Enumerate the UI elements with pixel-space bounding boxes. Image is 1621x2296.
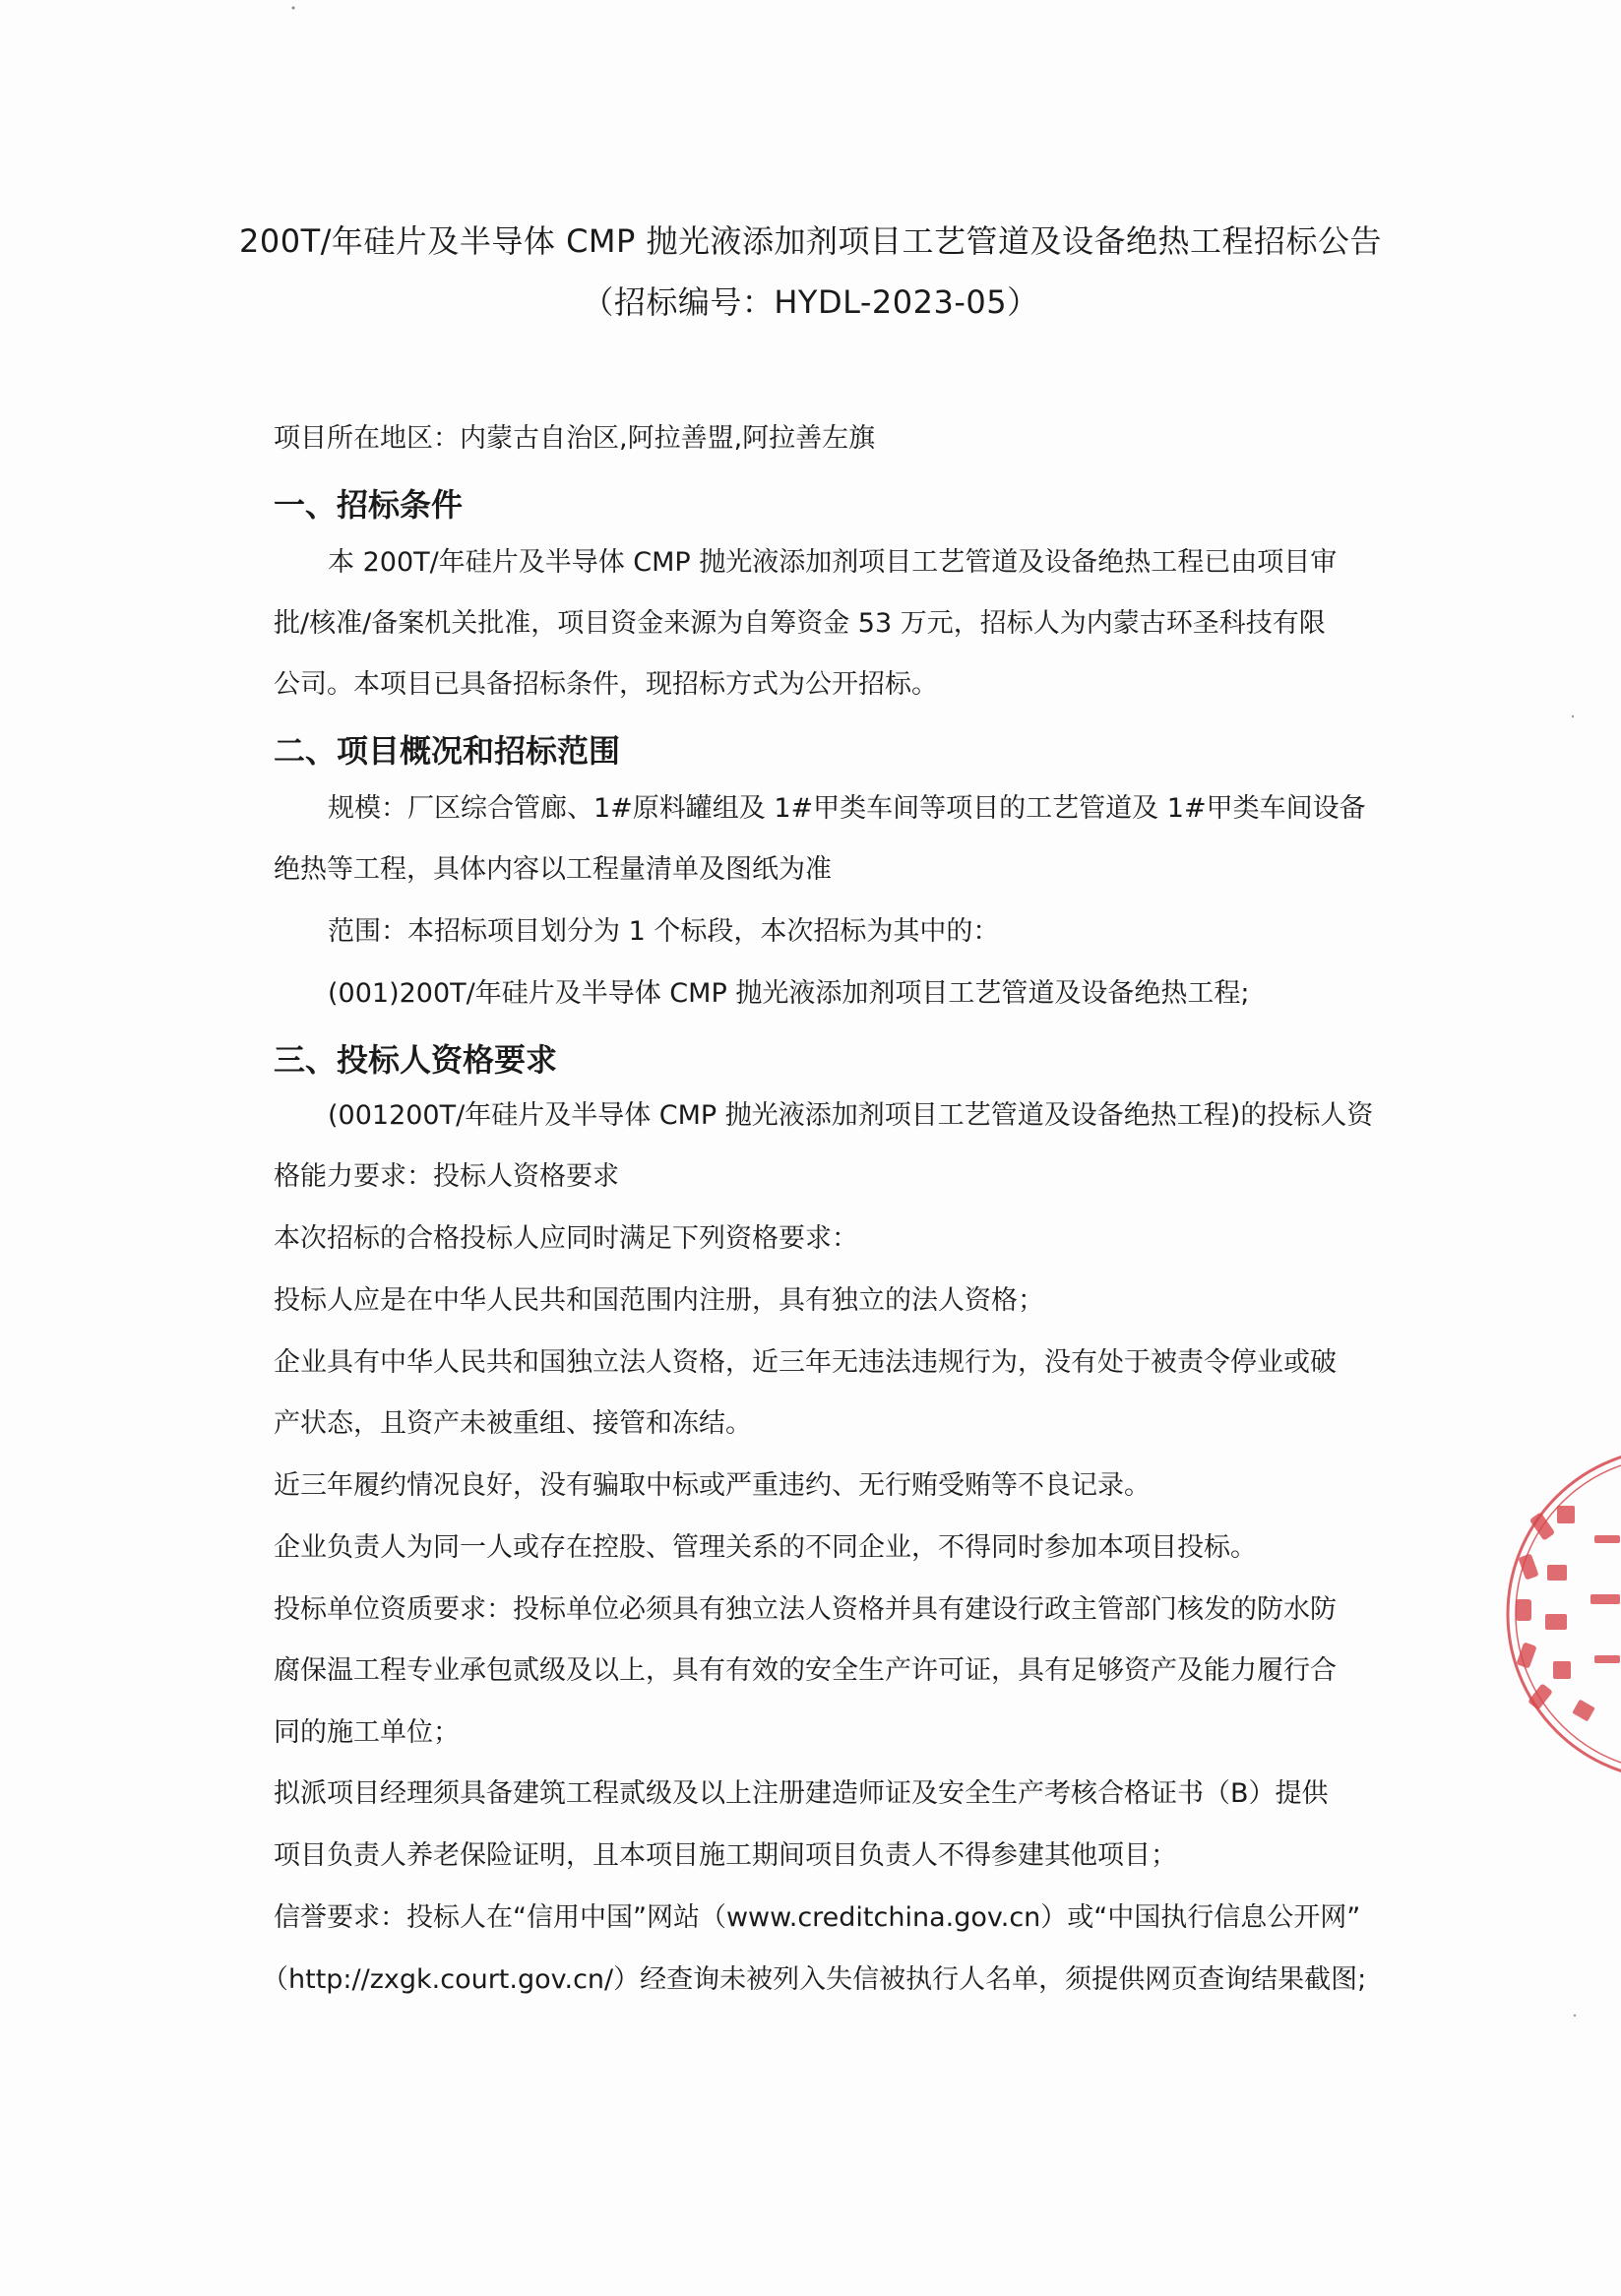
paragraph-line: 批/核准/备案机关批准，项目资金来源为自筹资金 53 万元，招标人为内蒙古环圣科技有限: [274, 608, 1326, 639]
paragraph-line: 范围：本招标项目划分为 1 个标段，本次招标为其中的：: [328, 916, 1000, 947]
paragraph-line: 公司。本项目已具备招标条件，现招标方式为公开招标。: [274, 669, 938, 700]
section-heading-tender-conditions: 一、招标条件: [274, 486, 464, 524]
paragraph-line: 拟派项目经理须具备建筑工程贰级及以上注册建造师证及安全生产考核合格证书（B）提供: [274, 1778, 1329, 1809]
paragraph-line: 信誉要求：投标人在“信用中国”网站（www.creditchina.gov.cn）或“中国执行信息公开网”: [274, 1902, 1361, 1933]
paragraph-line: 规模：厂区综合管廊、1#原料罐组及 1#甲类车间等项目的工艺管道及 1#甲类车间设备: [328, 793, 1366, 824]
company-seal-stamp: [1496, 1437, 1621, 1791]
paragraph-line: 腐保温工程专业承包贰级及以上，具有有效的安全生产许可证，具有足够资产及能力履行合: [274, 1655, 1337, 1686]
paragraph-line: 投标单位资质要求：投标单位必须具有独立法人资格并具有建设行政主管部门核发的防水防: [274, 1594, 1337, 1625]
paragraph-line: 本次招标的合格投标人应同时满足下列资格要求：: [274, 1223, 858, 1254]
paragraph-line: 企业负责人为同一人或存在控股、管理关系的不同企业，不得同时参加本项目投标。: [274, 1532, 1257, 1563]
paragraph-line: 同的施工单位；: [274, 1717, 460, 1748]
paragraph-line: 近三年履约情况良好，没有骗取中标或严重违约、无行贿受贿等不良记录。: [274, 1470, 1151, 1501]
paragraph-line: 绝热等工程，具体内容以工程量清单及图纸为准: [274, 854, 832, 885]
tender-number: （招标编号：HYDL-2023-05）: [582, 283, 1039, 321]
paragraph-line: 产状态，且资产未被重组、接管和冻结。: [274, 1408, 752, 1439]
section-heading-bidder-qualifications: 三、投标人资格要求: [274, 1041, 558, 1079]
document-title: 200T/年硅片及半导体 CMP 抛光液添加剂项目工艺管道及设备绝热工程招标公告: [238, 222, 1382, 260]
paragraph-line: 项目负责人养老保险证明，且本项目施工期间项目负责人不得参建其他项目；: [274, 1840, 1177, 1871]
paragraph-line: （http://zxgk.court.gov.cn/）经查询未被列入失信被执行人名单，须提供网页查询结果截图;: [262, 1964, 1367, 1995]
paragraph-line: (001200T/年硅片及半导体 CMP 抛光液添加剂项目工艺管道及设备绝热工程)的投标人资: [328, 1100, 1374, 1131]
paragraph-line: 投标人应是在中华人民共和国范围内注册，具有独立的法人资格；: [274, 1285, 1044, 1316]
paragraph-line: 本 200T/年硅片及半导体 CMP 抛光液添加剂项目工艺管道及设备绝热工程已由项目审: [328, 547, 1338, 578]
paragraph-line: 格能力要求：投标人资格要求: [274, 1161, 619, 1192]
paragraph-line: (001)200T/年硅片及半导体 CMP 抛光液添加剂项目工艺管道及设备绝热工程;: [328, 978, 1250, 1009]
project-location: 项目所在地区：内蒙古自治区,阿拉善盟,阿拉善左旗: [274, 423, 876, 454]
paragraph-line: 企业具有中华人民共和国独立法人资格，近三年无违法违规行为，没有处于被责令停业或破: [274, 1347, 1337, 1378]
section-heading-project-overview: 二、项目概况和招标范围: [274, 732, 621, 770]
